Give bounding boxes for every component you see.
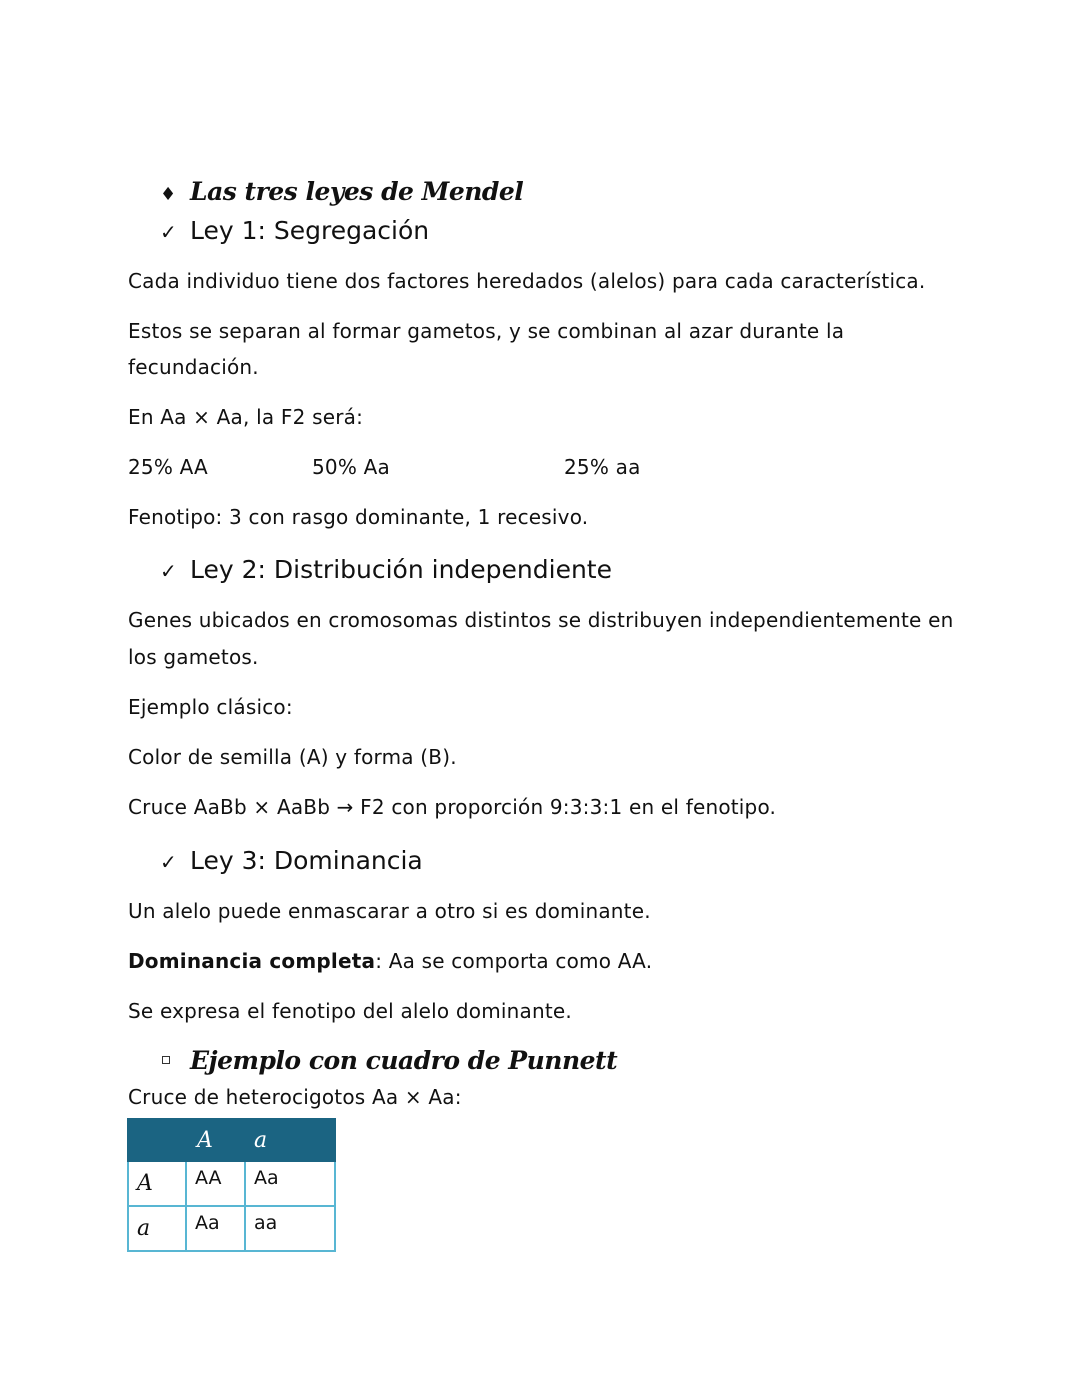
punnett-header-row xyxy=(128,1119,335,1161)
punnett-row-header: a xyxy=(128,1206,186,1251)
document-title xyxy=(160,177,523,206)
law1-heading xyxy=(160,216,429,245)
complete-dominance-text: : Aa se comporta como AA. xyxy=(375,949,653,973)
law2-heading-text: Ley 2: Distribución independiente xyxy=(190,555,612,584)
law2-example-traits: Color de semilla (A) y forma (B). xyxy=(128,745,457,769)
checkmark-icon: ✓ xyxy=(160,220,177,244)
law1-paragraph-2: Estos se separan al formar gametos, y se combinan al azar durante la xyxy=(128,319,845,343)
punnett-intro: Cruce de heterocigotos Aa × Aa: xyxy=(128,1085,462,1109)
checkmark-icon: ✓ xyxy=(160,850,177,874)
law3-expression: Se expresa el fenotipo del alelo dominante. xyxy=(128,999,572,1023)
law3-heading-text: Ley 3: Dominancia xyxy=(190,846,423,875)
complete-dominance-line xyxy=(128,949,652,973)
law1-paragraph-2-cont: fecundación. xyxy=(128,355,259,379)
law2-example-label: Ejemplo clásico: xyxy=(128,695,293,719)
punnett-cell: Aa xyxy=(186,1206,245,1251)
punnett-square xyxy=(127,1118,336,1252)
law1-f2-intro: En Aa × Aa, la F2 será: xyxy=(128,405,364,429)
punnett-cell: AA xyxy=(186,1161,245,1206)
punnett-corner-cell xyxy=(128,1119,186,1161)
law2-heading xyxy=(160,555,612,584)
punnett-cell: Aa xyxy=(245,1161,335,1206)
law1-phenotype: Fenotipo: 3 con rasgo dominante, 1 recesivo. xyxy=(128,505,589,529)
ratio-AA: 25% AA xyxy=(128,455,208,479)
checkmark-icon: ✓ xyxy=(160,559,177,583)
punnett-cell: aa xyxy=(245,1206,335,1251)
punnett-row-header: A xyxy=(128,1161,186,1206)
punnett-row xyxy=(128,1161,335,1206)
punnett-heading-text: Ejemplo con cuadro de Punnett xyxy=(190,1046,618,1075)
law2-paragraph-1-cont: los gametos. xyxy=(128,645,259,669)
complete-dominance-label: Dominancia completa xyxy=(128,949,376,973)
ratio-aa: 25% aa xyxy=(564,455,641,479)
document-title-text: Las tres leyes de Mendel xyxy=(190,177,524,206)
punnett-heading xyxy=(162,1046,617,1075)
ratio-Aa: 50% Aa xyxy=(312,455,390,479)
law3-heading xyxy=(160,846,423,875)
diamond-icon: ♦ xyxy=(160,184,176,205)
punnett-row xyxy=(128,1206,335,1251)
law1-paragraph-1: Cada individuo tiene dos factores heredados (alelos) para cada característica. xyxy=(128,269,926,293)
punnett-col-header: a xyxy=(245,1119,335,1161)
law2-cross: Cruce AaBb × AaBb → F2 con proporción 9:3:3:1 en el fenotipo. xyxy=(128,795,777,819)
square-bullet-icon xyxy=(162,1056,170,1064)
punnett-col-header: A xyxy=(186,1119,245,1161)
law3-paragraph-1: Un alelo puede enmascarar a otro si es dominante. xyxy=(128,899,651,923)
law1-heading-text: Ley 1: Segregación xyxy=(190,216,430,245)
law2-paragraph-1: Genes ubicados en cromosomas distintos se distribuyen independientemente en xyxy=(128,608,954,632)
